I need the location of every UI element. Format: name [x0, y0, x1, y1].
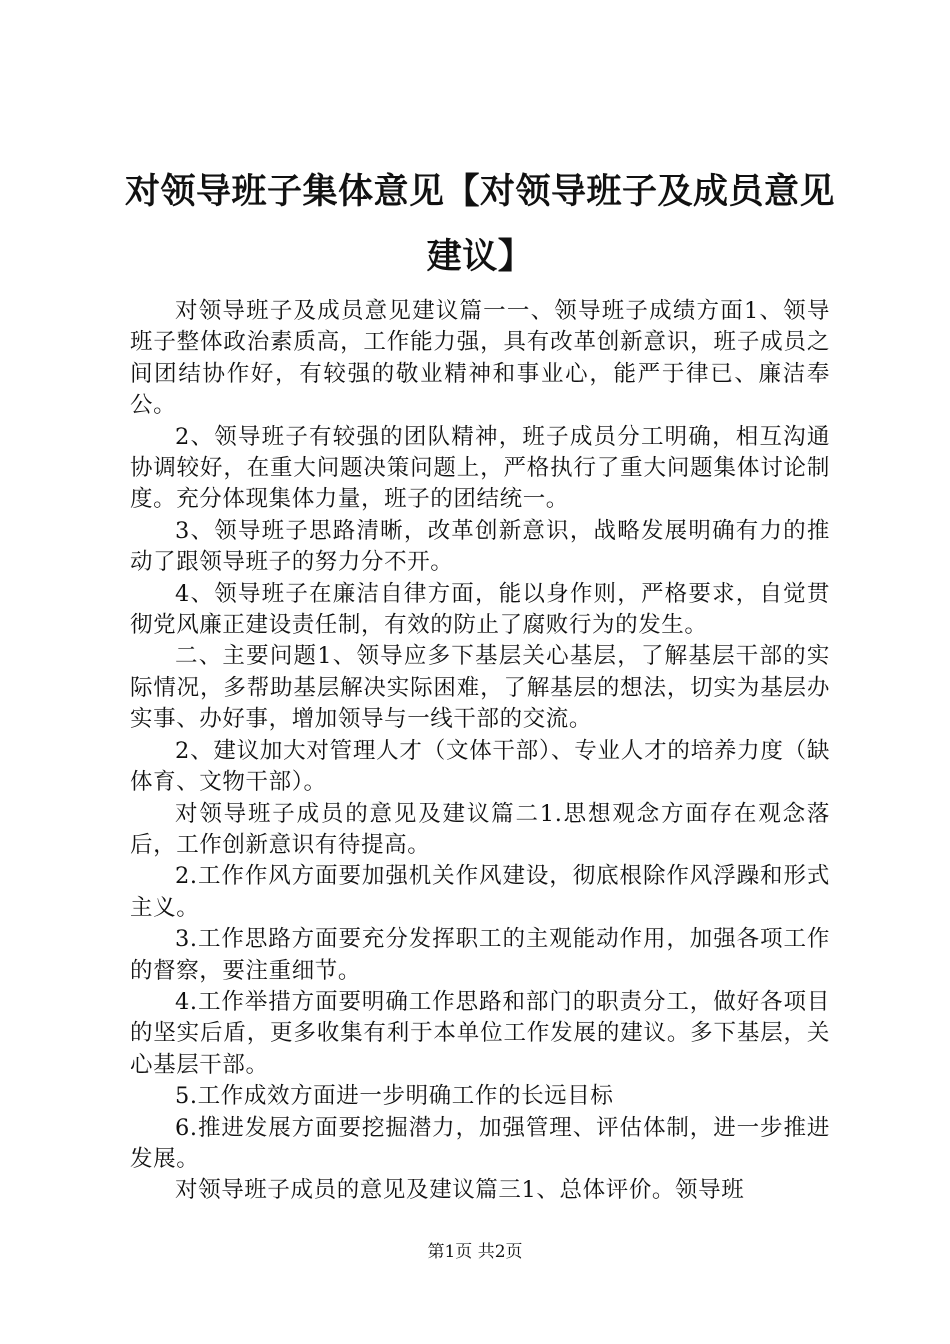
- page-footer: 第1页 共2页: [427, 1242, 523, 1262]
- paragraph: 4.工作举措方面要明确工作思路和部门的职责分工，做好各项目的坚实后盾，更多收集有利于本单位工作发展的建议。多下基层，关心基层干部。: [130, 988, 830, 1078]
- paragraph: 2、建议加大对管理人才（文体干部）、专业人才的培养力度（缺体育、文物干部）。: [130, 737, 830, 796]
- paragraph: 对领导班子及成员意见建议篇一一、领导班子成绩方面1、领导班子整体政治素质高，工作能力强，具有改革创新意识，班子成员之间团结协作好，有较强的敬业精神和事业心，能严于律已、廉洁奉公。: [130, 298, 830, 419]
- document-title: 对领导班子集体意见【对领导班子及成员意见建议】: [124, 172, 835, 277]
- paragraph: 2.工作作风方面要加强机关作风建设，彻底根除作风浮躁和形式主义。: [130, 863, 830, 921]
- paragraph: 对领导班子成员的意见及建议篇二1.思想观念方面存在观念落后，工作创新意识有待提高。: [130, 800, 830, 858]
- paragraph: 6.推进发展方面要挖掘潜力，加强管理、评估体制，进一步推进发展。: [130, 1114, 830, 1172]
- document-body: [130, 296, 830, 1207]
- paragraph: 二、主要问题1、领导应多下基层关心基层，了解基层干部的实际情况，多帮助基层解决实际困难，了解基层的想法，切实为基层办实事、办好事，增加领导与一线干部的交流。: [130, 643, 830, 733]
- paragraph: 5.工作成效方面进一步明确工作的长远目标: [175, 1083, 614, 1110]
- paragraph: 4、领导班子在廉洁自律方面，能以身作则，严格要求，自觉贯彻党风廉正建设责任制，有效的防止了腐败行为的发生。: [130, 580, 830, 639]
- paragraph: 对领导班子成员的意见及建议篇三1、总体评价。领导班: [175, 1177, 745, 1204]
- paragraph: 3、领导班子思路清晰，改革创新意识，战略发展明确有力的推动了跟领导班子的努力分不开。: [130, 517, 830, 576]
- paragraph: 2、领导班子有较强的团队精神，班子成员分工明确，相互沟通协调较好，在重大问题决策问题上，严格执行了重大问题集体讨论制度。充分体现集体力量，班子的团结统一。: [130, 423, 830, 513]
- paragraph: 3.工作思路方面要充分发挥职工的主观能动作用，加强各项工作的督察，要注重细节。: [130, 926, 830, 984]
